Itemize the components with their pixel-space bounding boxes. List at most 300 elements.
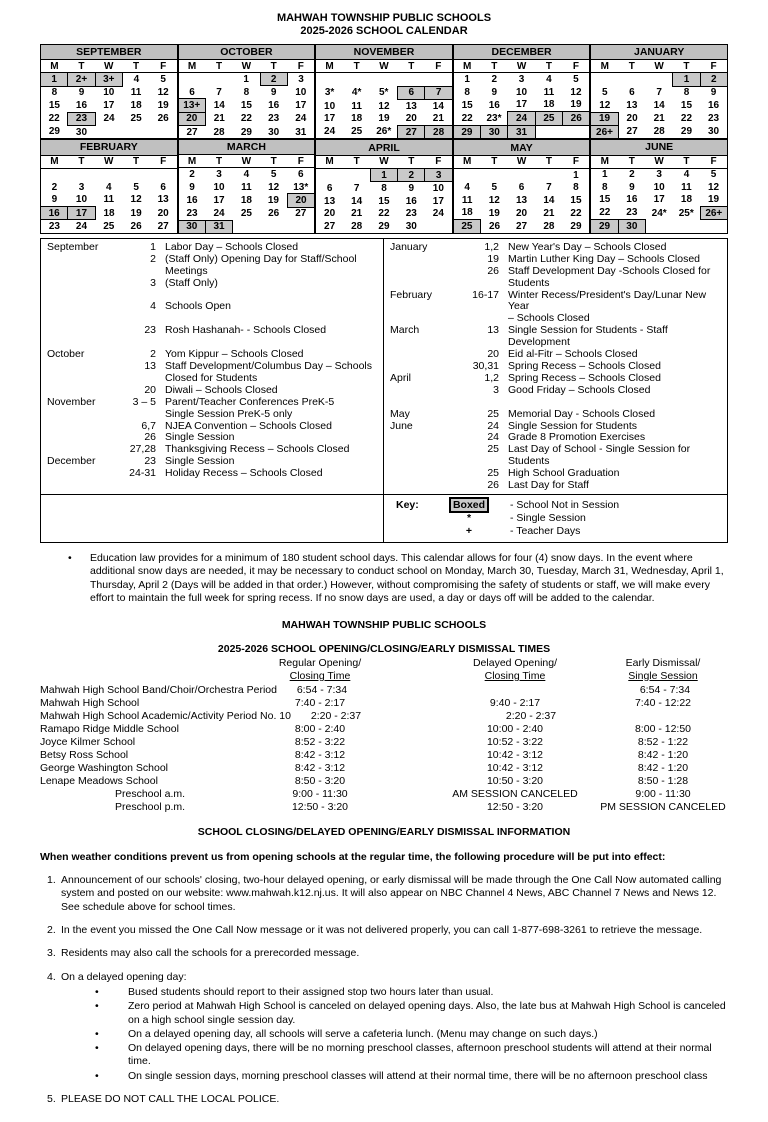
calendar-day: 19 <box>378 113 390 125</box>
weekday-header: F <box>700 155 727 168</box>
calendar-day <box>122 168 149 181</box>
calendar-grid <box>40 44 728 234</box>
calendar-day <box>508 168 535 181</box>
calendar-row-2 <box>40 139 728 233</box>
closing-item <box>40 1093 728 1106</box>
key-desc: - School Not in Session <box>510 498 620 511</box>
event-month <box>47 385 117 397</box>
closing-item-number: 1. <box>47 874 56 887</box>
calendar-day: 29 <box>453 125 480 139</box>
calendar-day: 8 <box>464 86 470 98</box>
event-desc: Staff Development/Columbus Day – Schools <box>165 359 372 372</box>
boxed-sample: Boxed <box>449 497 489 513</box>
event-row <box>390 373 725 385</box>
calendar-day: 29 <box>378 221 390 233</box>
calendar-day <box>563 125 590 139</box>
key-area <box>384 495 727 542</box>
calendar-day: 20 <box>324 208 336 220</box>
calendar-day: 26+ <box>591 125 618 139</box>
calendar-day: 13 <box>516 194 528 206</box>
calendar-day: 2 <box>398 168 425 182</box>
calendar-day: 30 <box>707 126 720 138</box>
event-date: 24-31 <box>129 467 156 480</box>
key-desc: - Single Session <box>510 511 586 524</box>
event-month: May <box>390 407 410 420</box>
month-february <box>40 139 178 233</box>
event-date: 25 <box>487 467 499 480</box>
weekday-header: T <box>398 155 425 168</box>
delayed-time: AM SESSION CANCELED <box>452 788 578 801</box>
calendar-day: 27 <box>516 220 528 232</box>
calendar-day: 23 <box>48 221 60 233</box>
bullet-icon: • <box>95 1000 99 1013</box>
sub-bullet-row <box>40 1028 728 1041</box>
sub-bullet-row <box>40 986 728 999</box>
calendar-day: 23 <box>405 208 417 220</box>
event-row <box>390 290 725 314</box>
calendar-day: 19 <box>267 194 279 206</box>
calendar-day: 15 <box>48 100 60 112</box>
event-desc: Martin Luther King Day – Schools Closed <box>508 252 701 265</box>
calendar-day: 10 <box>103 87 115 99</box>
calendar-day: 24 <box>432 208 444 220</box>
delayed-time: 12:50 - 3:20 <box>486 801 544 814</box>
calendar-day: 19 <box>591 112 618 125</box>
month-march <box>178 139 316 233</box>
regular-time: 8:52 - 3:22 <box>294 736 346 749</box>
calendar-day: 25 <box>453 220 480 234</box>
times-row <box>40 723 728 736</box>
calendar-day: 17 <box>295 99 307 111</box>
calendar-day: 18 <box>130 100 142 112</box>
calendar-day: 11 <box>103 194 115 206</box>
event-date <box>117 313 165 325</box>
event-row <box>390 480 725 492</box>
calendar-day: 6 <box>297 169 304 181</box>
event-row <box>390 385 725 397</box>
event-date: 25 <box>487 407 499 420</box>
calendar-day: 23 <box>186 207 198 219</box>
weekday-header: T <box>205 60 232 73</box>
event-desc: New Year's Day – Schools Closed <box>508 240 667 253</box>
calendar-day: 23 <box>626 207 638 219</box>
calendar-day: 23 <box>268 113 280 125</box>
weekday-header: M <box>316 155 343 168</box>
weekday-header: W <box>233 155 260 168</box>
event-desc <box>508 397 725 409</box>
weekday-header: T <box>673 155 700 168</box>
calendar-day: 3 <box>656 169 662 181</box>
sub-bullet-text: On delayed opening days, there will be no morning preschool classes, afternoon preschool students will attend at their normal time. <box>128 1042 712 1068</box>
events-key-row <box>41 494 727 542</box>
calendar-day: 21 <box>351 208 363 220</box>
key-symbol: * <box>466 511 472 524</box>
calendar-day: 25 <box>103 220 115 232</box>
event-row <box>390 254 725 266</box>
weekday-header: F <box>150 155 177 168</box>
closing-item-text: Announcement of our schools' closing, two-hour delayed opening, or early dismissal will be made through the One Call Now automated calling system and posted on our website: www.mahwah.k12.nj.us. It will also appear on NBC Channel 4 News, ABC Channel 7 News and News 12. See schedule above for school times. <box>61 874 722 913</box>
calendar-day: 16 <box>626 194 638 206</box>
times-row <box>40 736 728 749</box>
event-row <box>390 409 725 421</box>
column-header-line2: Single Session <box>628 669 698 682</box>
calendar-day: 19 <box>157 100 169 112</box>
calendar-day: 30 <box>481 125 508 139</box>
calendar-day: 18 <box>351 113 363 125</box>
calendar-day: 4 <box>683 169 690 181</box>
calendar-day: 1 <box>41 73 68 86</box>
regular-time: 8:42 - 3:12 <box>294 749 346 762</box>
calendar-day <box>370 73 397 86</box>
event-desc: Memorial Day - Schools Closed <box>508 407 656 420</box>
calendar-day: 11 <box>130 87 142 99</box>
event-date: 1 <box>150 240 156 253</box>
times-row <box>40 788 728 801</box>
event-row <box>47 325 381 337</box>
event-desc: Schools Open <box>165 300 231 313</box>
weekday-header: W <box>508 155 535 168</box>
delayed-time: 10:42 - 3:12 <box>486 749 544 762</box>
month-name: MAY <box>453 140 590 155</box>
calendar-day: 12 <box>599 99 611 111</box>
calendar-day: 30 <box>618 220 645 234</box>
event-row <box>390 397 725 409</box>
weekday-header: T <box>122 60 149 73</box>
calendar-day: 26 <box>130 220 142 232</box>
closing-item <box>40 971 728 984</box>
weekday-header: W <box>370 60 397 73</box>
event-row <box>47 301 381 313</box>
calendar-day: 19 <box>488 207 500 219</box>
school-name: Mahwah High School Band/Choir/Orchestra Period <box>40 684 277 697</box>
calendar-day: 11 <box>681 181 692 193</box>
weekday-header: T <box>481 60 508 73</box>
event-month: April <box>390 371 412 384</box>
event-row <box>47 254 381 278</box>
event-date: 20 <box>487 348 499 361</box>
event-month: March <box>390 324 420 337</box>
school-name: George Washington School <box>40 762 169 775</box>
calendar-day: 9 <box>629 181 635 193</box>
calendar-day: 16 <box>41 206 68 219</box>
calendar-day: 11 <box>461 194 473 206</box>
calendar-day <box>618 73 645 86</box>
times-column-header <box>275 657 365 682</box>
weekday-header: T <box>260 155 287 168</box>
calendar-day: 7 <box>656 87 662 99</box>
calendar-day <box>673 220 700 234</box>
calendar-day: 8 <box>602 181 608 193</box>
calendar-day: 31 <box>508 125 535 139</box>
calendar-day: 8 <box>573 182 579 194</box>
calendar-day: 28 <box>213 126 225 138</box>
event-desc: Spring Recess – Schools Closed <box>508 371 661 384</box>
event-date: 24 <box>487 431 499 444</box>
calendar-day <box>178 73 205 86</box>
calendar-day: 25 <box>130 113 142 125</box>
calendar-day: 28 <box>425 125 452 139</box>
calendar-day: 8 <box>381 183 387 195</box>
calendar-day: 2 <box>491 74 498 86</box>
event-date: 3 <box>493 383 499 396</box>
calendar-day: 17 <box>324 113 336 125</box>
calendar-row-1 <box>40 44 728 139</box>
note-text: Education law provides for a minimum of 180 student school days. This calendar allows for four (4) snow days. In the event where additional snow days are needed, it may be necessary to conduct school on Monday, March 30, Tuesday, March 31, Wednesday, April 1, Thursday, April 2 (Days will be added in that order.) However, without compromising the safety of students or staff, we will make every effort to maintain the full week for spring recess. If no snow days are used, a day or days off will be added to the calendar. <box>90 551 724 604</box>
calendar-day: 3 <box>78 181 85 193</box>
calendar-day: 17 <box>432 195 444 207</box>
times-column-header <box>598 657 728 682</box>
event-desc: Staff Development Day -Schools Closed for <box>508 264 711 277</box>
calendar-day: 27 <box>186 126 198 138</box>
calendar-day: 29 <box>48 126 60 138</box>
closing-info-title: SCHOOL CLOSING/DELAYED OPENING/EARLY DISMISSAL INFORMATION <box>197 826 571 839</box>
event-desc: Last Day for Staff <box>508 479 589 492</box>
closing-item-text: On a delayed opening day: <box>61 970 187 983</box>
calendar-day: 11 <box>351 100 362 112</box>
calendar-day: 22 <box>680 113 693 125</box>
calendar-day: 3 <box>216 169 222 181</box>
calendar-day: 9 <box>491 86 498 98</box>
calendar-day: 26* <box>376 126 392 138</box>
calendar-day: 24 <box>324 126 336 138</box>
delayed-time: 10:00 - 2:40 <box>486 723 544 736</box>
calendar-day: 7 <box>353 183 360 195</box>
school-name: Joyce Kilmer School <box>40 736 136 749</box>
calendar-day: 25 <box>535 112 562 126</box>
calendar-day: 4* <box>351 87 362 99</box>
calendar-day: 29 <box>680 126 693 138</box>
event-date <box>117 290 165 302</box>
calendar-day <box>150 125 177 139</box>
calendar-day: 10 <box>75 194 88 206</box>
calendar-day: 18 <box>240 194 252 206</box>
calendar-day: 8 <box>51 87 58 99</box>
calendar-day: 17 <box>103 100 115 112</box>
event-month <box>47 361 117 373</box>
event-month <box>390 385 460 397</box>
weekday-header: W <box>95 60 122 73</box>
times-column-header <box>440 657 590 682</box>
month-january <box>590 44 728 139</box>
times-section-title-1: MAHWAH TOWNSHIP PUBLIC SCHOOLS <box>281 619 487 632</box>
calendar-day: 4 <box>243 169 250 181</box>
calendar-day: 20 <box>405 113 417 125</box>
calendar-day: 4 <box>546 74 552 86</box>
month-name: NOVEMBER <box>316 45 453 60</box>
calendar-day <box>316 73 343 86</box>
regular-time: 12:50 - 3:20 <box>291 801 349 814</box>
column-header-line1: Delayed Opening/ <box>472 657 558 670</box>
calendar-day: 16 <box>75 99 88 111</box>
calendar-day: 12 <box>707 181 720 193</box>
weekday-header: M <box>591 60 618 73</box>
calendar-day: 1 <box>370 168 397 182</box>
event-date: 24 <box>487 419 499 432</box>
calendar-day <box>260 220 287 233</box>
event-month <box>47 278 117 290</box>
event-row <box>47 397 381 409</box>
calendar-day: 10 <box>295 86 307 98</box>
key-spacer <box>41 495 384 542</box>
weekday-header: T <box>673 60 700 73</box>
event-desc: Good Friday – Schools Closed <box>508 383 651 396</box>
calendar-day: 18 <box>543 99 555 111</box>
column-header-line2: Closing Time <box>484 669 546 682</box>
event-month: December <box>47 455 96 468</box>
calendar-day: 5 <box>491 182 498 194</box>
event-desc: (Staff Only) Opening Day for Staff/School Meetings <box>165 252 357 277</box>
event-month <box>47 409 117 421</box>
event-date: 23 <box>144 324 156 337</box>
event-month: January <box>390 240 428 253</box>
event-month <box>47 254 117 278</box>
calendar-day <box>41 168 68 181</box>
month-name: OCTOBER <box>178 45 315 60</box>
calendar-day: 4 <box>464 182 470 194</box>
month-april <box>315 139 453 233</box>
event-month: October <box>47 348 85 361</box>
event-date: 27,28 <box>129 443 156 456</box>
early-time: 8:50 - 1:28 <box>637 775 689 788</box>
event-desc: Diwali – Schools Closed <box>165 383 278 396</box>
calendar-day: 19 <box>707 194 720 206</box>
event-month: November <box>47 395 96 408</box>
event-date: 3 <box>150 276 156 289</box>
calendar-day: 2 <box>260 73 287 86</box>
event-date <box>460 313 508 325</box>
calendar-day: 22 <box>599 207 611 219</box>
calendar-day: 13+ <box>178 99 205 112</box>
weekday-header: M <box>178 60 205 73</box>
key-desc: - Teacher Days <box>510 524 581 537</box>
event-date <box>460 278 508 290</box>
calendar-day: 25 <box>351 126 363 138</box>
calendar-day: 13 <box>324 195 336 207</box>
calendar-day: 11 <box>543 86 555 98</box>
calendar-day <box>481 168 508 181</box>
weekday-header: T <box>260 60 287 73</box>
calendar-day: 3* <box>324 87 335 99</box>
events-column-left <box>41 239 384 494</box>
regular-time: 2:20 - 2:37 <box>310 710 362 723</box>
times-row <box>40 801 728 814</box>
calendar-day: 11 <box>241 181 252 193</box>
event-desc: Parent/Teacher Conferences PreK-5 <box>165 395 335 408</box>
title-line-2: 2025-2026 SCHOOL CALENDAR <box>300 25 468 37</box>
month-november <box>315 44 453 139</box>
weekday-header: F <box>425 60 452 73</box>
calendar-day <box>68 168 95 181</box>
event-row <box>390 278 725 290</box>
key-symbol: + <box>465 524 473 537</box>
calendar-day: 12 <box>570 86 582 98</box>
event-desc: NJEA Convention – Schools Closed <box>165 419 332 432</box>
event-month: February <box>390 288 433 301</box>
calendar-day: 17 <box>68 206 95 219</box>
calendar-day: 16 <box>186 194 198 206</box>
calendar-day: 7 <box>216 86 222 98</box>
calendar-day: 1 <box>573 169 579 181</box>
calendar-day: 17 <box>516 99 528 111</box>
weekday-header: T <box>343 155 370 168</box>
calendar-day <box>453 168 480 181</box>
calendar-day: 26 <box>268 208 280 220</box>
calendar-day: 21 <box>543 207 555 219</box>
event-date: 1,2 <box>484 240 499 253</box>
calendar-day <box>150 168 177 181</box>
event-desc: Single Session PreK-5 only <box>165 407 293 420</box>
calendar-day: 13 <box>157 194 169 206</box>
calendar-day: 8 <box>683 87 690 99</box>
calendar-day: 27 <box>324 221 336 233</box>
calendar-day: 7 <box>546 182 552 194</box>
calendar-day: 20 <box>287 194 314 207</box>
month-name: MARCH <box>178 140 315 155</box>
event-desc: (Staff Only) <box>165 276 218 289</box>
calendar-day: 21 <box>653 113 665 125</box>
weekday-header: T <box>205 155 232 168</box>
times-row <box>40 697 728 710</box>
early-time: 6:54 - 7:34 <box>639 684 691 697</box>
calendar-day: 2 <box>189 169 195 181</box>
event-month <box>390 397 460 409</box>
closing-sub-bullets <box>40 986 728 1083</box>
calendar-day <box>535 168 562 181</box>
calendar-day: 4 <box>106 181 112 193</box>
event-desc: High School Graduation <box>508 467 620 480</box>
month-december <box>453 44 591 139</box>
calendar-day: 1 <box>464 74 470 86</box>
calendar-day: 24* <box>651 207 667 219</box>
early-time: 8:00 - 12:50 <box>634 723 692 736</box>
sub-bullet-text: On a delayed opening day, all schools will serve a cafeteria lunch. (Menu may change on such days.) <box>128 1027 598 1040</box>
calendar-day: 12 <box>130 194 142 206</box>
school-name: Mahwah High School Academic/Activity Period No. 10 <box>40 710 291 723</box>
calendar-day: 16 <box>268 99 280 111</box>
event-month <box>390 266 460 278</box>
calendar-day <box>233 220 260 233</box>
calendar-day: 15 <box>461 99 473 111</box>
delayed-time: 10:52 - 3:22 <box>486 736 544 749</box>
calendar-day: 13* <box>293 181 309 193</box>
month-may <box>453 139 591 233</box>
calendar-day: 8 <box>243 86 250 98</box>
closing-item <box>40 874 728 914</box>
calendar-day: 14 <box>653 100 665 112</box>
closing-list <box>40 874 728 1106</box>
early-time: 8:52 - 1:22 <box>637 736 689 749</box>
calendar-day: 20 <box>178 112 205 125</box>
school-name: Mahwah High School <box>40 697 140 710</box>
calendar-day: 31 <box>205 220 232 233</box>
calendar-day: 15 <box>378 195 390 207</box>
calendar-day: 12 <box>268 181 280 193</box>
delayed-time <box>442 684 592 697</box>
weekday-header: T <box>68 155 95 168</box>
school-name: Betsy Ross School <box>40 749 129 762</box>
calendar-day <box>205 73 232 86</box>
event-date <box>460 397 508 409</box>
weekday-header: M <box>316 60 343 73</box>
weekday-header: M <box>453 155 480 168</box>
calendar-day <box>646 220 673 234</box>
calendar-day <box>343 168 370 182</box>
sub-bullet-text: On single session days, morning preschool classes will attend at their normal time, there will be no afternoon preschool class <box>128 1069 708 1082</box>
weekday-header: W <box>95 155 122 168</box>
event-date: 26 <box>487 479 499 492</box>
event-month <box>47 290 117 302</box>
times-row <box>40 710 728 723</box>
